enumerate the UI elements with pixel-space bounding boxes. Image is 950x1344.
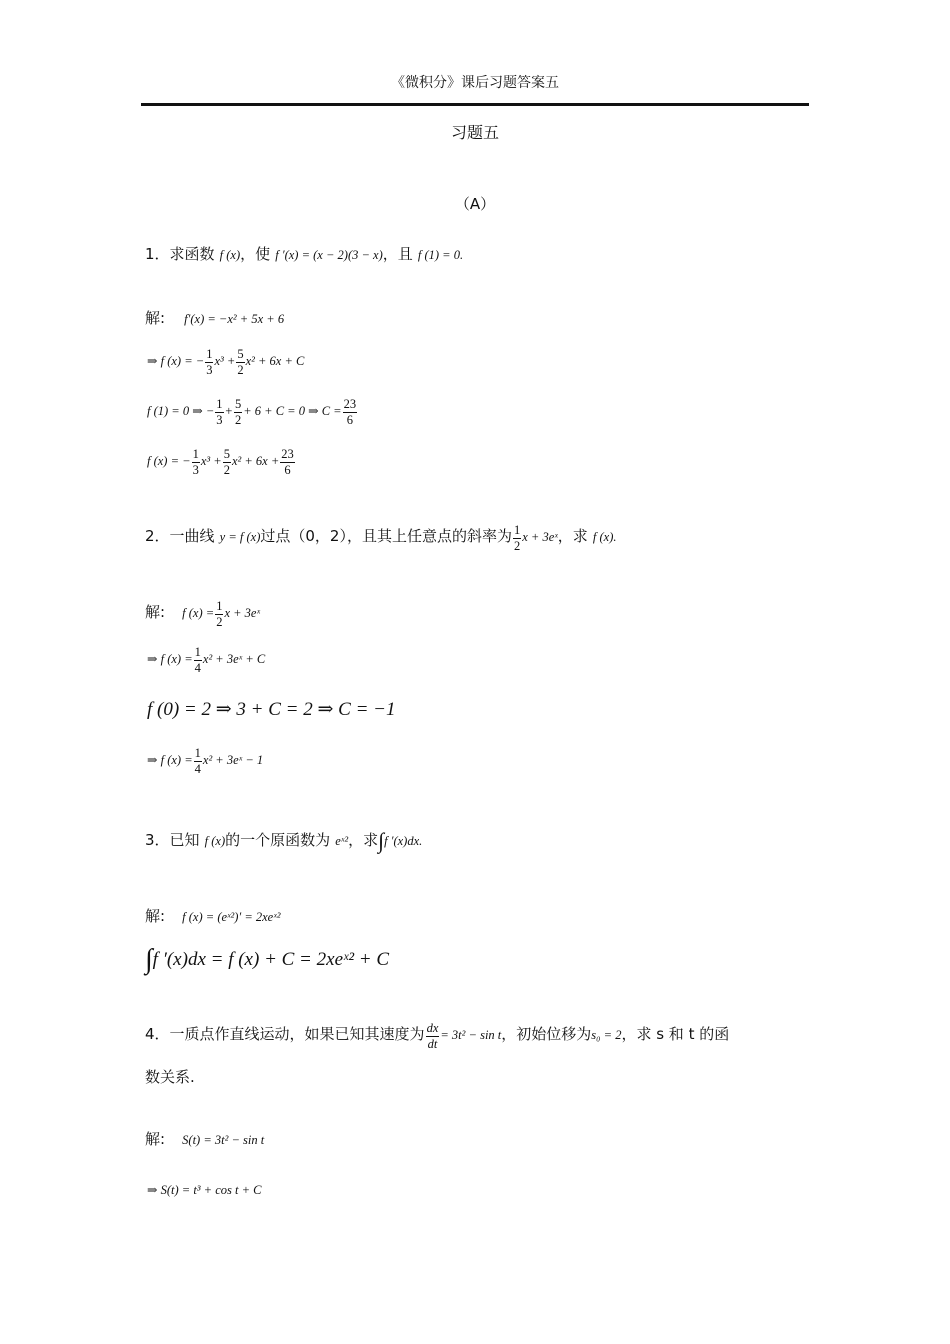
math-primitive: eˣ² xyxy=(335,834,349,848)
numerator: 1 xyxy=(216,599,223,613)
math-fx: f (x) xyxy=(219,248,241,262)
fraction xyxy=(194,646,202,674)
fraction xyxy=(215,398,223,426)
numerator: 5 xyxy=(223,447,230,461)
period: . xyxy=(613,529,617,544)
problem-4-statement-cont: 数关系. xyxy=(145,1068,195,1086)
header-divider xyxy=(141,103,809,106)
math-text: x + 3eˣ xyxy=(224,605,260,620)
math-text: f (x) = xyxy=(182,605,215,620)
denominator: 2 xyxy=(234,412,242,427)
problem-text: 一质点作直线运动，如果已知其速度为 xyxy=(169,1024,425,1043)
math-text: x² + 3eˣ − 1 xyxy=(202,752,264,767)
solution-3-line-2 xyxy=(145,944,389,976)
denominator: 2 xyxy=(216,614,223,629)
solution-1-line-1 xyxy=(145,307,284,328)
denominator: 2 xyxy=(223,462,230,477)
integral-icon: ∫ xyxy=(145,944,153,975)
numerator: 1 xyxy=(192,447,199,461)
problem-number: 1． xyxy=(145,245,170,263)
numerator: 5 xyxy=(234,397,242,411)
math-text: ⇒ f (x) = − xyxy=(147,353,205,368)
fraction xyxy=(343,398,358,426)
numerator: 1 xyxy=(194,645,201,659)
math-text: f (x) = − xyxy=(147,453,191,468)
math-line: f′(x) = −x² + 5x + 6 xyxy=(184,312,285,326)
math-line: f ′(x)dx = f (x) + C = 2xeˣ² + C xyxy=(152,949,390,970)
numerator: 1 xyxy=(216,397,223,411)
math-text: x³ + xyxy=(214,353,236,368)
fraction xyxy=(280,448,295,476)
math-line: S(t) = 3t² − sin t xyxy=(182,1133,265,1147)
math-fx: f (x) xyxy=(592,529,614,544)
problem-number: 3． xyxy=(145,831,170,849)
math-text: x³ + xyxy=(200,453,222,468)
numerator: dx xyxy=(426,1021,439,1035)
fraction xyxy=(205,348,213,376)
math-condition: f ′(x) = (x − 2)(3 − x) xyxy=(275,248,383,262)
math-text: + xyxy=(224,403,233,418)
denominator: 3 xyxy=(216,412,223,427)
solution-1-line-2 xyxy=(147,348,304,376)
fraction xyxy=(426,1022,440,1050)
problem-text: 求函数 xyxy=(169,245,215,263)
numerator: 23 xyxy=(343,397,357,411)
fraction xyxy=(513,524,521,552)
fraction xyxy=(215,600,223,628)
problem-text: ，求 xyxy=(348,831,379,849)
problem-text: ，求 xyxy=(557,526,588,545)
problem-number: 4． xyxy=(145,1024,170,1043)
solution-4-line-1 xyxy=(145,1128,264,1149)
problem-text: ，求 s 和 t 的函 xyxy=(621,1024,730,1043)
problem-text: ，使 xyxy=(240,245,271,263)
section-title: 习题五 xyxy=(450,123,499,142)
numerator: 1 xyxy=(194,746,201,760)
denominator: 6 xyxy=(346,412,353,427)
denominator: 2 xyxy=(513,538,521,553)
period: . xyxy=(459,248,464,262)
math-text: ⇒ f (x) = xyxy=(147,651,193,666)
running-header: 《微积分》课后习题答案五 xyxy=(391,75,559,91)
section-part: （A） xyxy=(454,195,496,213)
math-integrand: f ′(x)dx xyxy=(384,834,420,848)
fraction xyxy=(236,348,244,376)
denominator: 3 xyxy=(206,362,213,377)
problem-1-statement xyxy=(145,243,463,264)
problem-2-statement xyxy=(145,524,617,552)
denominator: dt xyxy=(427,1036,438,1051)
denominator: 4 xyxy=(194,761,201,776)
math-initial-displacement: s₀ = 2 xyxy=(591,1027,622,1042)
solution-label: 解: xyxy=(145,309,166,327)
denominator: 6 xyxy=(284,462,291,477)
problem-text: ，且 xyxy=(382,245,413,263)
solution-label: 解: xyxy=(145,1130,166,1148)
math-fx: f (x) xyxy=(204,834,226,848)
math-curve: y = f (x) xyxy=(219,529,261,544)
numerator: 23 xyxy=(281,447,294,461)
numerator: 5 xyxy=(237,347,244,361)
solution-1-line-3 xyxy=(147,398,358,426)
math-text: x² + 6x + C xyxy=(245,353,305,368)
denominator: 2 xyxy=(237,362,244,377)
numerator: 1 xyxy=(206,347,213,361)
problem-text: 的一个原函数为 xyxy=(225,831,331,849)
fraction xyxy=(234,398,242,426)
math-text: x² + 3eˣ + C xyxy=(202,651,266,666)
solution-2-line-2 xyxy=(147,646,265,674)
solution-3-line-1 xyxy=(145,905,281,926)
denominator: 4 xyxy=(194,660,201,675)
problem-text: 过点（0，2），且其上任意点的斜率为 xyxy=(260,526,512,545)
problem-text: 一曲线 xyxy=(169,526,215,545)
math-text: + 6 + C = 0 ⇒ C = xyxy=(243,403,342,418)
solution-2-line-4 xyxy=(147,747,263,775)
problem-number: 2． xyxy=(145,526,170,545)
period: . xyxy=(419,834,423,848)
numerator: 1 xyxy=(513,523,521,537)
problem-text: ，初始位移为 xyxy=(501,1024,592,1043)
solution-label: 解: xyxy=(145,907,166,925)
problem-3-statement xyxy=(145,828,422,854)
integral-icon: ∫ xyxy=(378,828,385,853)
math-slope: x + 3eˣ xyxy=(522,529,558,544)
math-text: x² + 6x + xyxy=(231,453,280,468)
math-velocity: = 3t² − sin t xyxy=(440,1027,502,1042)
fraction xyxy=(192,448,200,476)
solution-2-line-1 xyxy=(145,600,260,628)
denominator: 3 xyxy=(192,462,199,477)
math-line: f (x) = (eˣ²)′ = 2xeˣ² xyxy=(182,910,281,924)
math-text: f (1) = 0 ⇒ − xyxy=(147,403,215,418)
problem-4-statement xyxy=(145,1022,729,1050)
solution-1-line-4 xyxy=(147,448,296,476)
math-text: ⇒ f (x) = xyxy=(147,752,193,767)
fraction xyxy=(194,747,202,775)
math-initial: f (1) = 0 xyxy=(417,248,460,262)
problem-text: 已知 xyxy=(169,831,200,849)
solution-2-line-3: f (0) = 2 ⇒ 3 + C = 2 ⇒ C = −1 xyxy=(147,699,396,720)
solution-label: 解: xyxy=(145,602,166,621)
fraction xyxy=(223,448,231,476)
solution-4-line-2: ⇒ S(t) = t³ + cos t + C xyxy=(147,1183,262,1197)
